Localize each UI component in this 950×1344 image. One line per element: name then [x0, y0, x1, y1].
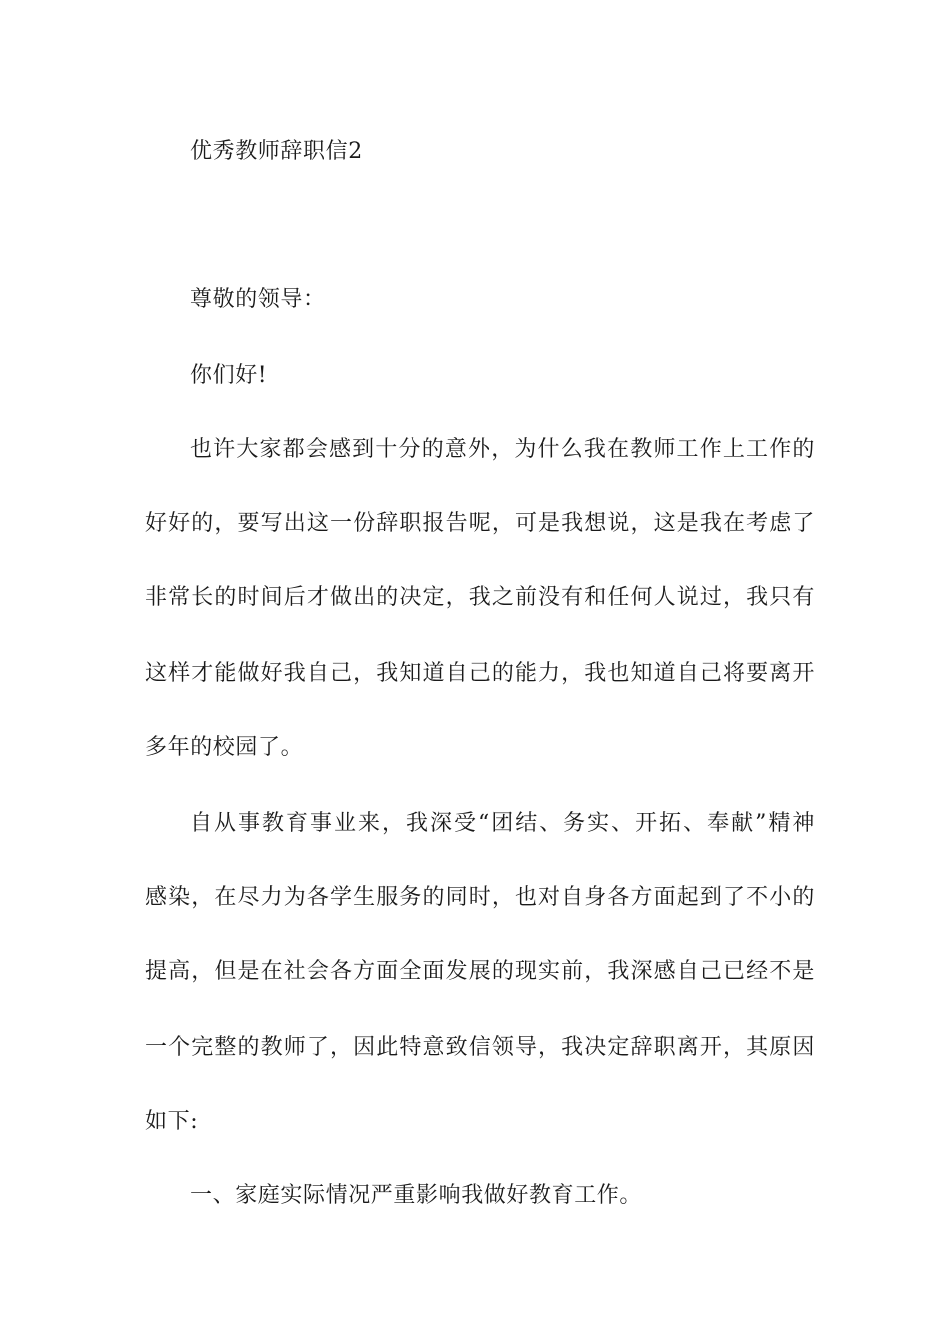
paragraph-line: 这样才能做好我自己，我知道自己的能力，我也知道自己将要离开 — [145, 661, 815, 686]
salutation: 尊敬的领导： — [190, 287, 326, 312]
paragraph-line: 一个完整的教师了，因此特意致信领导，我决定辞职离开，其原因 — [145, 1035, 815, 1060]
greeting: 你们好! — [190, 363, 268, 388]
list-item: 一、家庭实际情况严重影响我做好教育工作。 — [190, 1183, 643, 1208]
paragraph-line: 非常长的时间后才做出的决定，我之前没有和任何人说过，我只有 — [145, 585, 815, 610]
paragraph-line: 提高，但是在社会各方面全面发展的现实前，我深感自己已经不是 — [145, 959, 815, 984]
paragraph-line: 也许大家都会感到十分的意外，为什么我在教师工作上工作的 — [190, 437, 815, 462]
paragraph-line: 感染，在尽力为各学生服务的同时，也对自身各方面起到了不小的 — [145, 885, 815, 910]
paragraph-line: 多年的校园了。 — [145, 735, 304, 760]
paragraph-line: 好好的，要写出这一份辞职报告呢，可是我想说，这是我在考虑了 — [145, 511, 815, 536]
paragraph-line: 自从事教育事业来，我深受“团结、务实、开拓、奉献”精神 — [190, 811, 815, 836]
paragraph-line: 如下: — [145, 1109, 199, 1134]
document-title: 优秀教师辞职信2 — [190, 139, 363, 164]
